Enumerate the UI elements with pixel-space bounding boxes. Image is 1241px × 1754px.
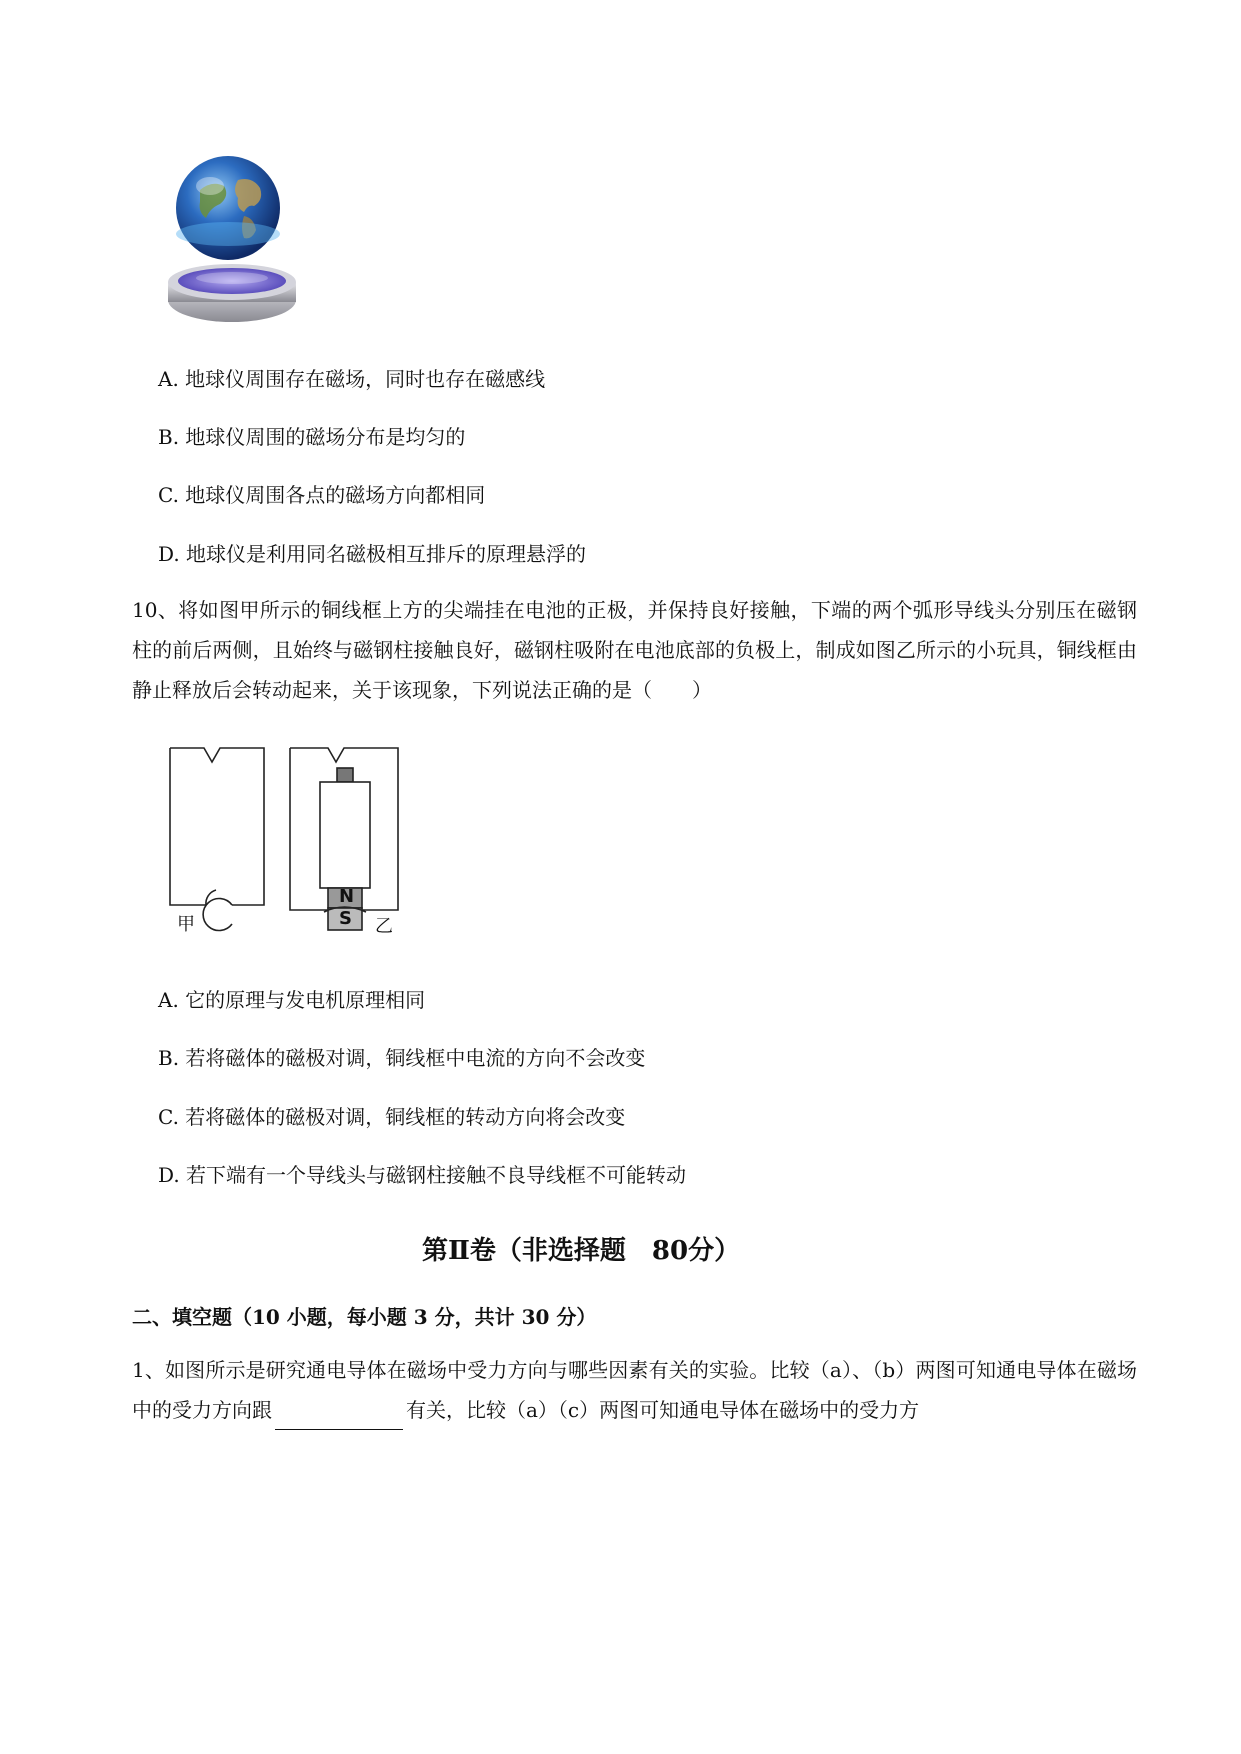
fill-q1-text-after: 有关，比较（a）（c）两图可知通电导体在磁场中的受力方 <box>406 1398 920 1422</box>
figure-label-yi: 乙 <box>375 916 393 937</box>
levitating-globe-image <box>160 150 310 330</box>
q9-option-c: C. 地球仪周围各点的磁场方向都相同 <box>158 483 486 507</box>
q10-option-a: A. 它的原理与发电机原理相同 <box>158 988 426 1012</box>
arc-wire-end <box>203 899 232 931</box>
q10-option-b: B. 若将磁体的磁极对调，铜线框中电流的方向不会改变 <box>158 1046 646 1070</box>
magnet-label-s: S <box>339 908 352 929</box>
q10-stem: 10、将如图甲所示的铜线框上方的尖端挂在电池的正极，并保持良好接触，下端的两个弧形导线头分别压在磁钢柱的前后两侧，且始终与磁钢柱接触良好，磁钢柱吸附在电池底部的负极上，制成如图乙所示的小玩具，铜线框由静止释放后会转动起来，关于该现象，下列说法正确的是（ ） <box>132 598 1137 702</box>
q10-option-c: C. 若将磁体的磁极对调，铜线框的转动方向将会改变 <box>158 1105 626 1129</box>
copper-frame-jia <box>170 748 264 905</box>
q9-option-b: B. 地球仪周围的磁场分布是均匀的 <box>158 425 466 449</box>
q10-option-d: D. 若下端有一个导线头与磁钢柱接触不良导线框不可能转动 <box>158 1163 687 1187</box>
figure-label-jia: 甲 <box>177 914 195 935</box>
battery-positive-cap <box>337 768 353 782</box>
fill-in-section-heading: 二、填空题（10 小题，每小题 3 分，共计 30 分） <box>132 1305 597 1329</box>
q10-figure <box>160 740 420 940</box>
magnet-label-n: N <box>339 886 355 907</box>
answer-blank[interactable] <box>275 1407 403 1430</box>
fill-q1-text-before: 1、如图所示是研究通电导体在磁场中受力方向与哪些因素有关的实验。比较（a）、（b）两图可知通电导体在磁场中的受力方向跟 <box>132 1358 1137 1422</box>
fill-q1 <box>132 1350 1137 1430</box>
battery-body <box>320 782 370 888</box>
part2-title: 第Ⅱ卷（非选择题 80分） <box>422 1236 741 1266</box>
q9-option-d: D. 地球仪是利用同名磁极相互排斥的原理悬浮的 <box>158 542 587 566</box>
q9-option-a: A. 地球仪周围存在磁场，同时也存在磁感线 <box>158 367 546 391</box>
